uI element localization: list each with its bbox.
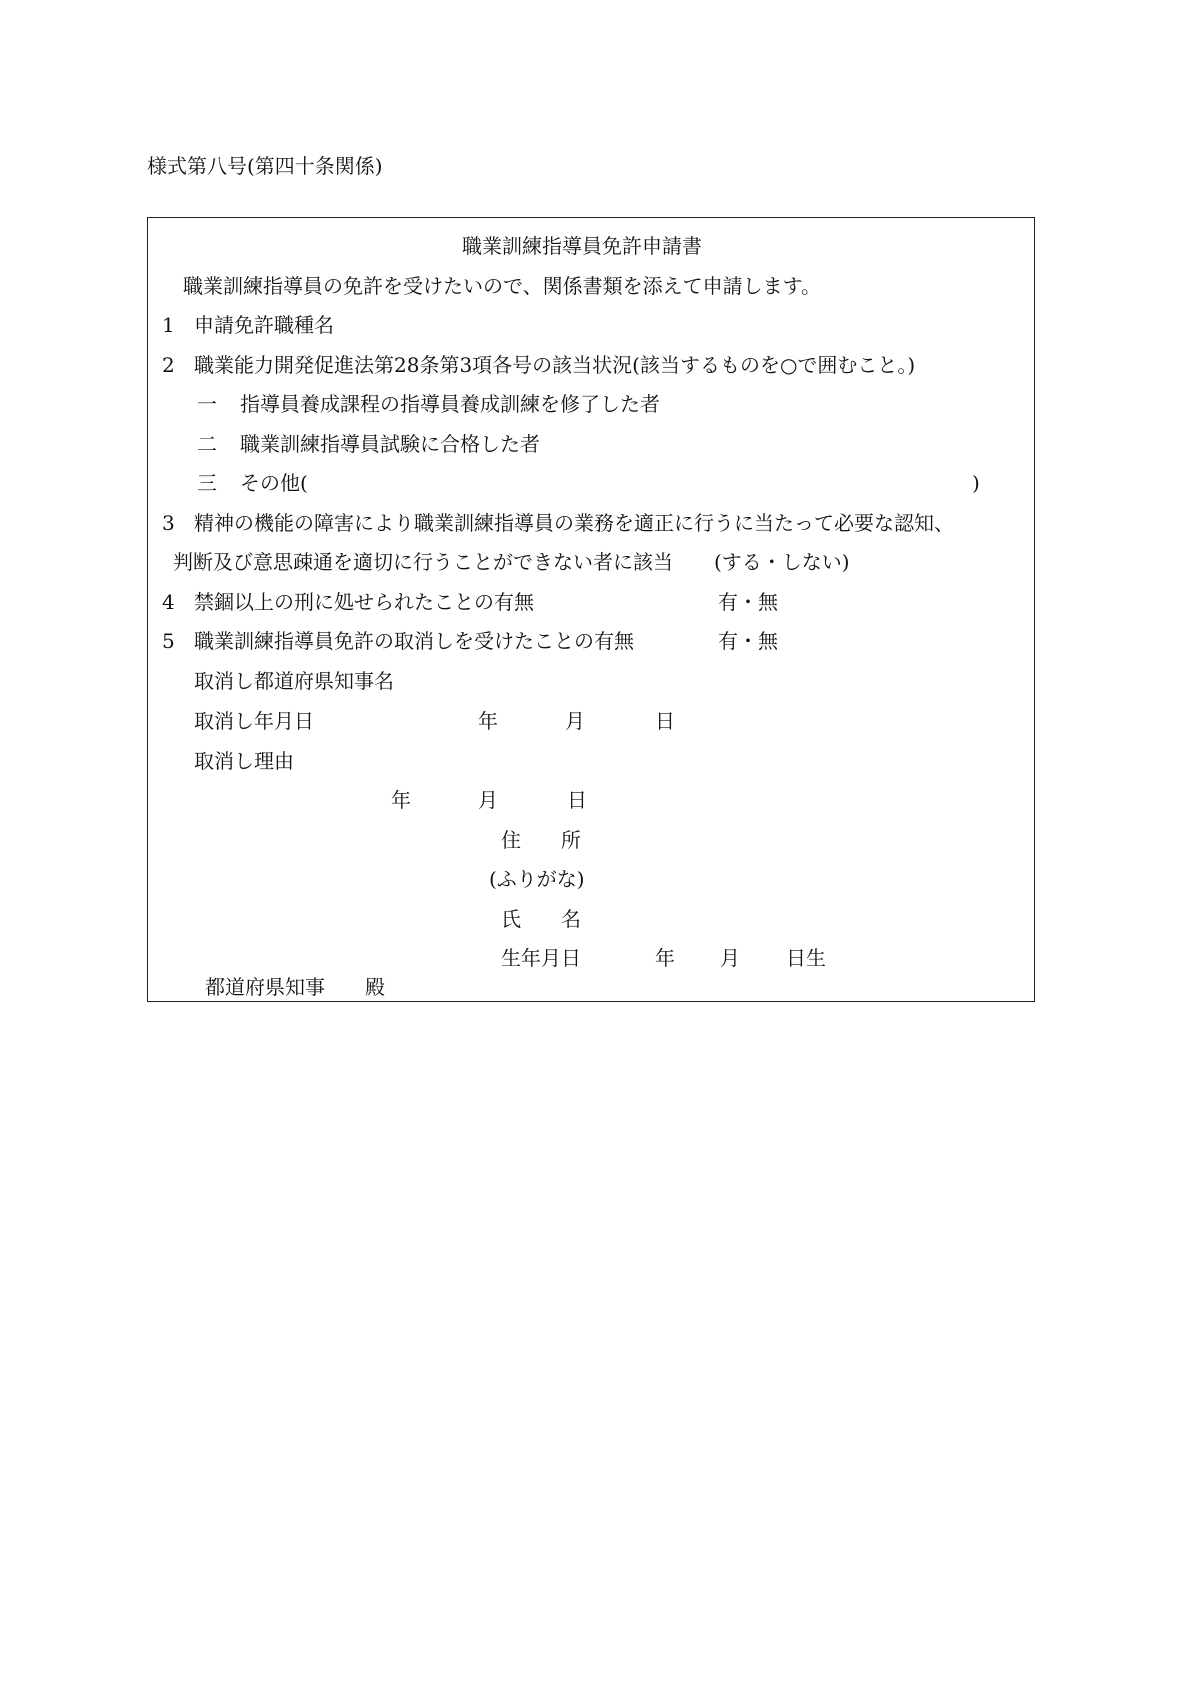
item5-label: 職業訓練指導員免許の取消しを受けたことの有無 — [194, 629, 634, 653]
revocation-reason-label: 取消し理由 — [194, 749, 294, 773]
revocation-month: 月 — [565, 709, 585, 733]
item5-number: 5 — [162, 629, 175, 653]
application-day: 日 — [567, 788, 587, 812]
item2-option3-close-paren: ) — [972, 471, 980, 495]
item2-option1-text: 指導員養成課程の指導員養成訓練を修了した者 — [240, 392, 660, 416]
revocation-date-label: 取消し年月日 — [194, 709, 314, 733]
item2-option2-number: 二 — [197, 432, 217, 456]
item1-number: 1 — [162, 313, 175, 337]
item3-choice: (する・しない) — [714, 550, 850, 574]
item2-option3-number: 三 — [197, 471, 217, 495]
revocation-day: 日 — [655, 709, 675, 733]
revocation-year: 年 — [478, 709, 498, 733]
item2-option1-number: 一 — [197, 392, 217, 416]
item3-number: 3 — [162, 511, 175, 535]
application-month: 月 — [478, 788, 498, 812]
item2-number: 2 — [162, 353, 175, 377]
revocation-governor-label: 取消し都道府県知事名 — [194, 669, 394, 693]
form-number: 様式第八号(第四十条関係) — [147, 154, 383, 178]
address-label: 住 所 — [501, 828, 581, 852]
item3-line1: 精神の機能の障害により職業訓練指導員の業務を適正に行うに当たって必要な認知、 — [194, 511, 954, 535]
name-label: 氏 名 — [501, 907, 581, 931]
item4-number: 4 — [162, 590, 175, 614]
item2-option3-text: その他( — [240, 471, 308, 495]
item4-choice: 有・無 — [718, 590, 778, 614]
intro-text: 職業訓練指導員の免許を受けたいので、関係書類を添えて申請します。 — [183, 274, 821, 298]
birth-year: 年 — [655, 946, 675, 970]
form-title: 職業訓練指導員免許申請書 — [462, 234, 702, 258]
birthdate-label: 生年月日 — [501, 946, 581, 970]
birth-day: 日生 — [786, 946, 826, 970]
furigana-label: (ふりがな) — [489, 867, 585, 891]
item1-label: 申請免許職種名 — [194, 313, 334, 337]
item4-label: 禁錮以上の刑に処せられたことの有無 — [194, 590, 534, 614]
birth-month: 月 — [720, 946, 740, 970]
item3-line2: 判断及び意思疎通を適切に行うことができない者に該当 — [173, 550, 673, 574]
item5-choice: 有・無 — [718, 629, 778, 653]
item2-label: 職業能力開発促進法第28条第3項各号の該当状況(該当するものを○で囲むこと。) — [194, 353, 916, 377]
addressee: 都道府県知事 殿 — [205, 975, 385, 999]
application-year: 年 — [391, 788, 411, 812]
item2-option2-text: 職業訓練指導員試験に合格した者 — [240, 432, 540, 456]
